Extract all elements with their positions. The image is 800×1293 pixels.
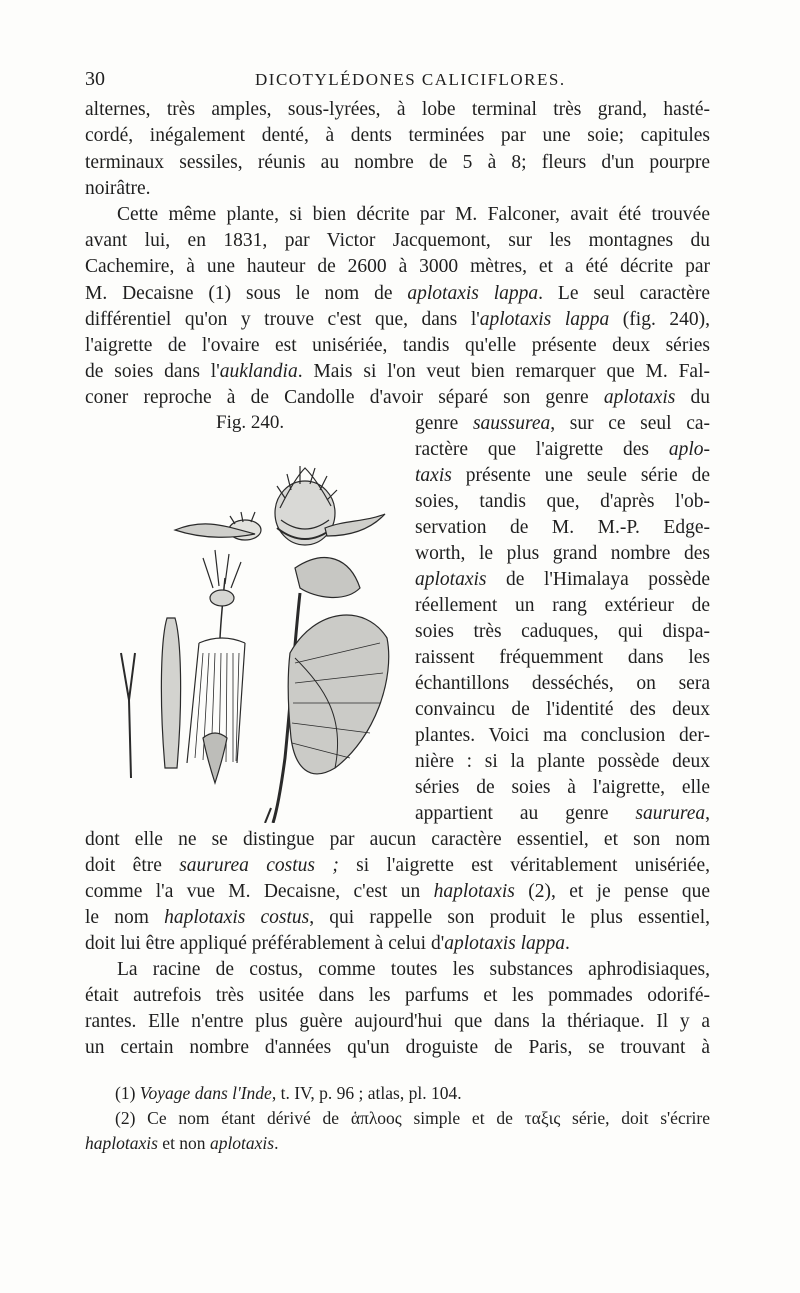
text-line: aplotaxis de l'Himalaya possède — [415, 569, 710, 590]
text-line: doit lui être appliqué préférablement à celui d'aplotaxis lappa. — [85, 933, 570, 954]
text-line: La racine de costus, comme toutes les substances aphrodisiaques, — [117, 959, 710, 980]
text-line: convaincu de l'identité des deux — [415, 699, 710, 720]
text-line: cordé, inégalement denté, à dents terminées par une soie; capitules — [85, 125, 710, 146]
text-line: taxis présente une seule série de — [415, 465, 710, 486]
text-line: terminaux sessiles, réunis au nombre de 5 à 8; fleurs d'un pourpre — [85, 152, 710, 173]
text-line: un certain nombre d'années qu'un droguiste de Paris, se trouvant à — [85, 1037, 710, 1058]
text-line: coner reproche à de Candolle d'avoir séparé son genre aplotaxis du — [85, 387, 710, 408]
text-line: appartient au genre saururea, — [415, 803, 710, 824]
text-line: Cette même plante, si bien décrite par M. Falconer, avait été trouvée — [117, 204, 710, 225]
text-line: séries de soies à l'aigrette, elle — [415, 777, 710, 798]
text-line: M. Decaisne (1) sous le nom de aplotaxis lappa. Le seul caractère — [85, 283, 710, 304]
text-line: comme l'a vue M. Decaisne, c'est un haplotaxis (2), et je pense que — [85, 881, 710, 902]
text-line: dont elle ne se distingue par aucun caractère essentiel, et son nom — [85, 829, 710, 850]
text-line: l'aigrette de l'ovaire est unisériée, tandis qu'elle présente deux séries — [85, 335, 710, 356]
text-line: Cachemire, à une hauteur de 2600 à 3000 mètres, et a été décrite par — [85, 256, 710, 277]
text-line: avant lui, en 1831, par Victor Jacquemont, sur les montagnes du — [85, 230, 710, 251]
text-line: soies, tandis que, d'après l'ob- — [415, 491, 710, 512]
text-line: ractère que l'aigrette des aplo- — [415, 439, 710, 460]
footnote-1: (1) Voyage dans l'Inde, t. IV, p. 96 ; atlas, pl. 104. — [115, 1083, 462, 1103]
text-line: plantes. Voici ma conclusion der- — [415, 725, 710, 746]
footnote-2: (2) Ce nom étant dérivé de ἁπλοος simple et de ταξις série, doit s'écrire — [115, 1108, 710, 1128]
running-title: DICOTYLÉDONES CALICIFLORES. — [255, 70, 566, 89]
text-line: de soies dans l'auklandia. Mais si l'on veut bien remarquer que M. Fal- — [85, 361, 710, 382]
page-number: 30 — [85, 68, 105, 90]
text-line: le nom haplotaxis costus, qui rappelle son produit le plus essentiel, — [85, 907, 710, 928]
text-line: doit être saururea costus ; si l'aigrette est véritablement unisériée, — [85, 855, 710, 876]
text-line: différentiel qu'on y trouve c'est que, dans l'aplotaxis lappa (fig. 240), — [85, 309, 710, 330]
text-line: raissent fréquemment dans les — [415, 647, 710, 668]
footnote-2-continued: haplotaxis et non aplotaxis. — [85, 1133, 279, 1153]
text-line: noirâtre. — [85, 178, 151, 199]
figure-caption: Fig. 240. — [216, 412, 285, 433]
text-line: nière : si la plante possède deux — [415, 751, 710, 772]
plant-illustration — [95, 438, 407, 823]
text-line: soies très caduques, qui dispa- — [415, 621, 710, 642]
text-line: servation de M. M.-P. Edge- — [415, 517, 710, 538]
text-line: rantes. Elle n'entre plus guère aujourd'hui que dans la thériaque. Il y a — [85, 1011, 710, 1032]
text-line: genre saussurea, sur ce seul ca- — [415, 413, 710, 434]
text-line: échantillons desséchés, on sera — [415, 673, 710, 694]
text-line: worth, le plus grand nombre des — [415, 543, 710, 564]
text-line: était autrefois très usitée dans les parfums et les pommades odorifé- — [85, 985, 710, 1006]
text-line: réellement un rang extérieur de — [415, 595, 710, 616]
running-header — [85, 64, 713, 96]
text-line: alternes, très amples, sous-lyrées, à lobe terminal très grand, hasté- — [85, 99, 710, 120]
